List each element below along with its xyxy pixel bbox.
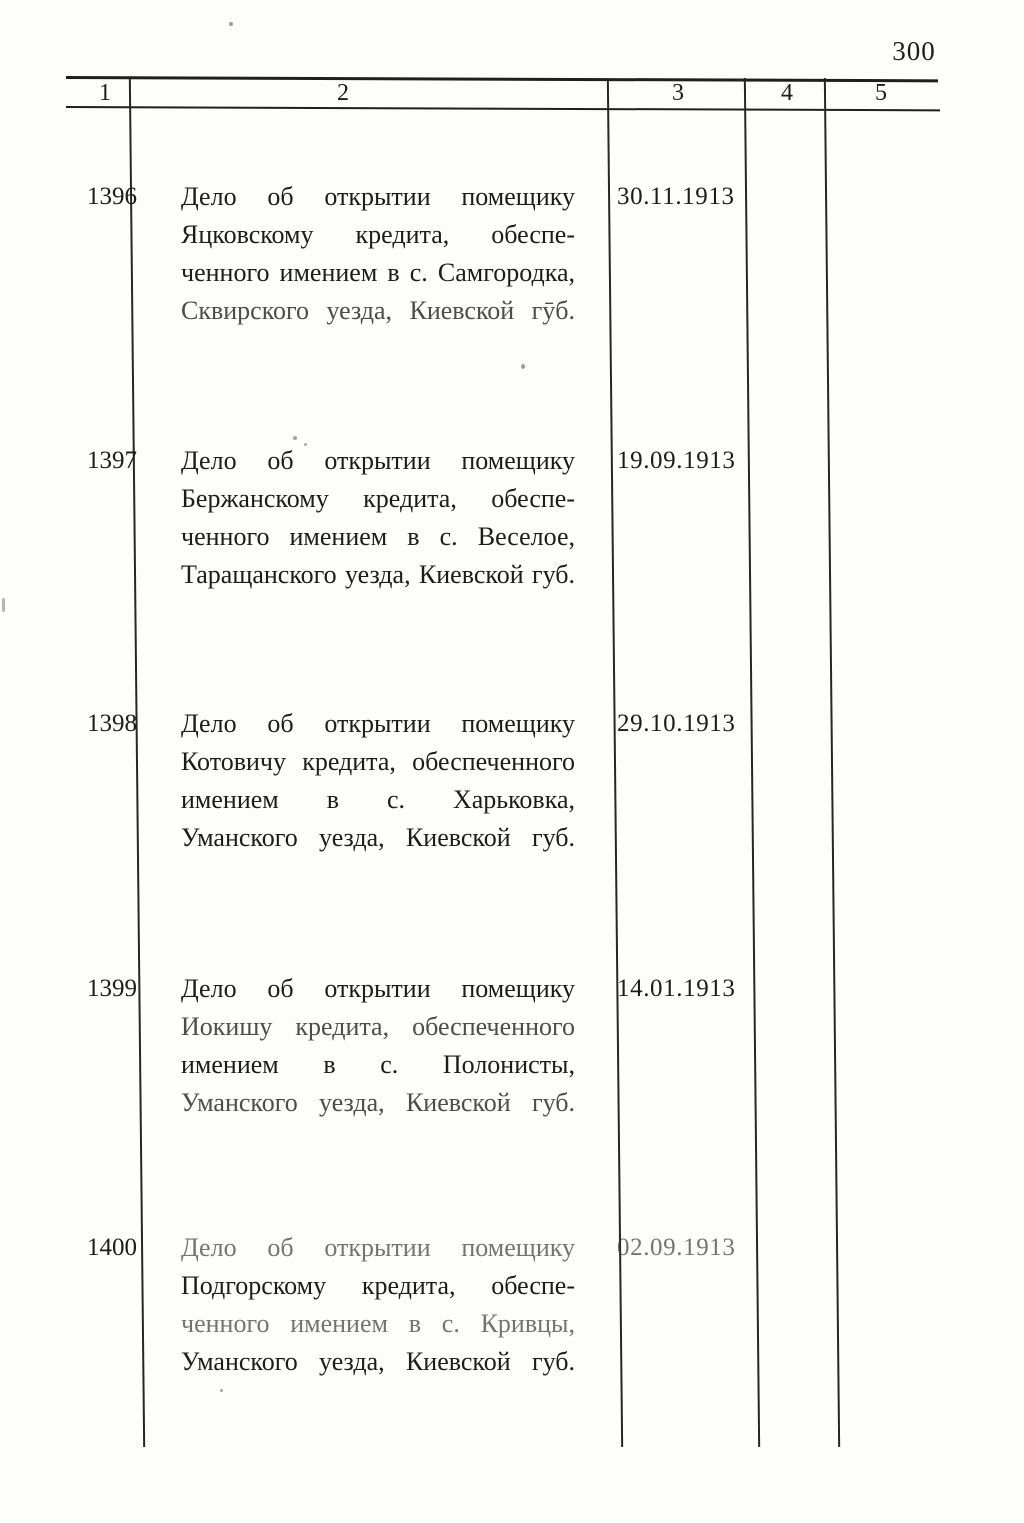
row-description: [181, 705, 575, 857]
row-number: 1398: [87, 710, 137, 737]
ink-speck: [2, 598, 5, 612]
column-header-4: 4: [781, 80, 793, 106]
description-line: Сквирского уезда, Киевской гӯб.: [181, 296, 575, 325]
ink-speck: [229, 22, 233, 26]
description-line: Дело об открытии помещику: [181, 974, 575, 1003]
row-date: 29.10.1913: [617, 710, 736, 737]
ink-speck: [304, 443, 307, 446]
description-line: ченного имением в с. Веселое,: [181, 522, 575, 551]
description-line: Иокишу кредита, обеспеченного: [181, 1012, 575, 1041]
table-row: [0, 178, 1024, 348]
row-date: 19.09.1913: [617, 447, 736, 474]
table-top-rule: [66, 76, 938, 82]
description-line: ченного имением в с. Кривцы,: [181, 1309, 575, 1338]
row-description: [181, 178, 575, 330]
description-line: Уманского уезда, Киевской губ.: [181, 1347, 575, 1376]
ink-speck: [521, 364, 525, 369]
column-header-3: 3: [672, 80, 684, 106]
description-line: Подгорскому кредита, обеспе-: [181, 1271, 575, 1300]
row-description: [181, 970, 575, 1122]
row-number: 1400: [87, 1234, 137, 1261]
description-line: имением в с. Полонисты,: [181, 1050, 575, 1079]
description-line: Таращанского уезда, Киевской губ.: [181, 560, 575, 589]
table-row: [0, 705, 1024, 875]
description-line: имением в с. Харьковка,: [181, 785, 575, 814]
row-description: [181, 442, 575, 594]
description-line: Дело об открытии помещику: [181, 182, 575, 211]
description-line: Бержанскому кредита, обеспе-: [181, 484, 575, 513]
row-date: 30.11.1913: [617, 183, 735, 210]
description-line: Уманского уезда, Киевской губ.: [181, 823, 575, 852]
table-row: [0, 970, 1024, 1140]
column-header-1: 1: [99, 80, 111, 106]
description-line: ченного имением в с. Самгородка,: [181, 258, 575, 287]
column-header-5: 5: [875, 80, 887, 106]
page-number: 300: [892, 36, 936, 66]
description-line: Уманского уезда, Киевской губ.: [181, 1088, 575, 1117]
table-row: [0, 442, 1024, 612]
row-description: [181, 1229, 575, 1381]
description-line: Котовичу кредита, обеспеченного: [181, 747, 575, 776]
row-date: 02.09.1913: [617, 1234, 736, 1261]
description-line: Яцковскому кредита, обеспе-: [181, 220, 575, 249]
ink-speck: [220, 1389, 223, 1392]
row-number: 1396: [87, 183, 137, 210]
row-date: 14.01.1913: [617, 975, 736, 1002]
column-header-2: 2: [337, 80, 349, 106]
table-row: [0, 1229, 1024, 1399]
description-line: Дело об открытии помещику: [181, 709, 575, 738]
description-line: Дело об открытии помещику: [181, 446, 575, 475]
row-number: 1397: [87, 447, 137, 474]
ink-speck: [293, 436, 297, 440]
description-line: Дело об открытии помещику: [181, 1233, 575, 1262]
table-header-bottom-rule: [66, 106, 940, 111]
row-number: 1399: [87, 975, 137, 1002]
